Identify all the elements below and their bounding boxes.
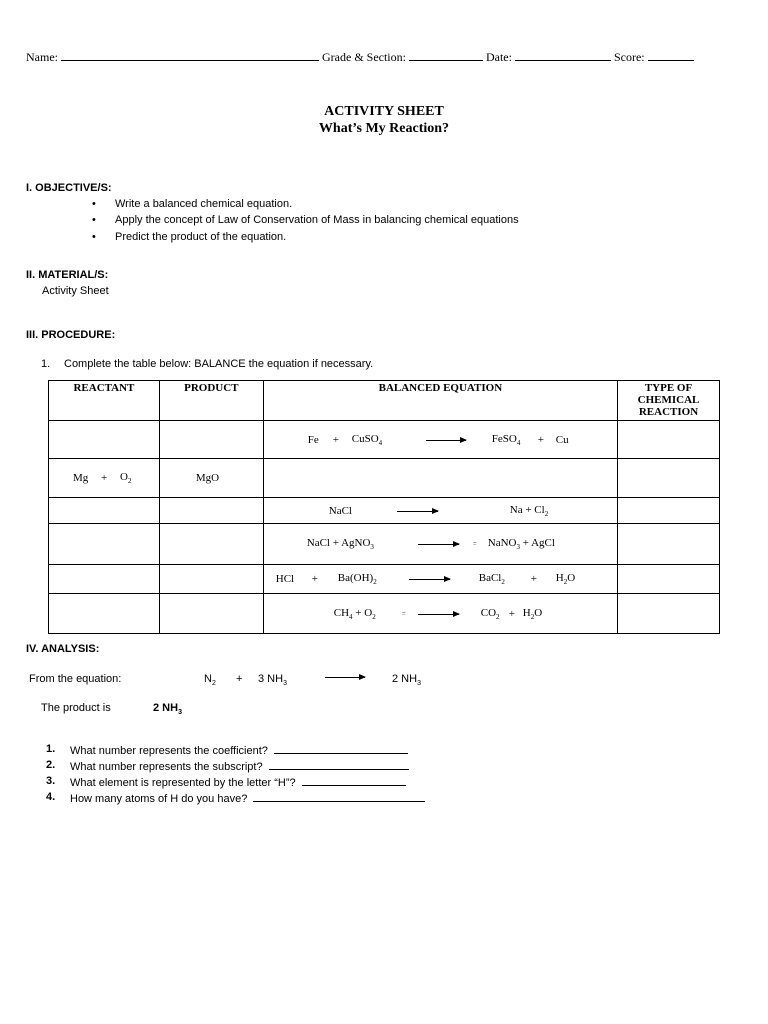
product-cell[interactable]	[159, 524, 263, 565]
equation-term: +	[508, 607, 515, 620]
table-header-row	[49, 381, 720, 421]
reaction-type-cell[interactable]	[618, 421, 720, 459]
arrow-icon	[325, 677, 365, 678]
product-cell[interactable]	[159, 421, 263, 459]
equation-term: +	[101, 472, 108, 484]
equation-term: =	[401, 609, 406, 618]
equation-term: $H_2O$	[555, 571, 576, 587]
materials-item: Activity Sheet	[42, 285, 109, 297]
equation-term: FeSO$_4$	[491, 432, 521, 447]
equation-term: MgO	[195, 472, 220, 484]
analysis-term: 2 $NH_3$	[392, 673, 421, 688]
equation-term: =	[472, 540, 477, 548]
question-text: What number represents the subscript?	[70, 759, 409, 773]
reaction-table	[48, 380, 720, 634]
table-row	[49, 594, 720, 634]
objective-item: • Apply the concept of Law of Conservation of Mass in balancing chemical equations	[115, 214, 519, 226]
score-blank[interactable]	[648, 49, 694, 61]
question-text: What number represents the coefficient?	[70, 743, 408, 757]
arrow-icon	[418, 544, 459, 545]
equation-term: +	[537, 433, 544, 446]
equation-term: BaCl$_2$	[478, 571, 505, 587]
equation-term: +	[530, 573, 537, 585]
answer-blank[interactable]	[302, 775, 406, 786]
objective-item: • Predict the product of the equation.	[115, 231, 286, 243]
answer-blank[interactable]	[253, 791, 425, 802]
reaction-type-cell[interactable]	[618, 459, 720, 498]
reactant-cell[interactable]	[49, 498, 160, 524]
equation-term: +	[332, 433, 339, 446]
reaction-type-cell[interactable]	[618, 594, 720, 634]
grade-label: Grade & Section:	[322, 50, 406, 64]
arrow-icon	[418, 614, 459, 615]
objective-item: • Write a balanced chemical equation.	[115, 198, 292, 210]
product-cell[interactable]	[159, 594, 263, 634]
equation-term: $O_2$	[120, 470, 132, 486]
analysis-term: $N_2$	[204, 673, 216, 688]
page-title: ACTIVITY SHEET	[324, 104, 444, 119]
score-label: Score:	[613, 50, 645, 64]
question-text: What element is represented by the letter “H”?	[70, 775, 406, 789]
grade-blank[interactable]	[409, 49, 483, 61]
product-cell[interactable]	[159, 498, 263, 524]
equation-term: $H_2O$	[522, 606, 543, 621]
analysis-heading: IV. ANALYSIS:	[26, 643, 100, 655]
from-equation-label: From the equation:	[29, 673, 122, 685]
analysis-plus: +	[236, 673, 243, 685]
header-reaction-type: TYPE OF CHEMICAL REACTION	[618, 381, 720, 421]
materials-heading: II. MATERIAL/S:	[26, 269, 109, 281]
date-label: Date:	[485, 50, 512, 64]
reactant-cell	[49, 459, 160, 498]
equation-cell	[263, 524, 617, 565]
equation-term: CuSO$_4$	[351, 432, 383, 447]
arrow-icon	[426, 440, 466, 441]
equation-term: Cu	[555, 433, 569, 446]
reaction-type-cell[interactable]	[618, 498, 720, 524]
table-row	[49, 421, 720, 459]
equation-term: NaCl	[328, 504, 352, 517]
page-subtitle: What’s My Reaction?	[318, 121, 450, 136]
answer-blank[interactable]	[274, 743, 408, 754]
header-product: PRODUCT	[159, 381, 263, 421]
reaction-type-cell[interactable]	[618, 524, 720, 565]
procedure-heading: III. PROCEDURE:	[26, 329, 116, 341]
header-reactant: REACTANT	[49, 381, 160, 421]
header-balanced-equation: BALANCED EQUATION	[263, 381, 617, 421]
table-row	[49, 498, 720, 524]
question-number: 1.	[46, 743, 56, 755]
procedure-step: Complete the table below: BALANCE the equation if necessary.	[64, 358, 374, 370]
equation-cell	[263, 565, 617, 594]
product-label: The product is	[41, 702, 111, 714]
equation-term: NaNO$_3$ + AgCl	[487, 536, 555, 552]
question-number: 4.	[46, 791, 56, 803]
equation-cell[interactable]	[263, 459, 617, 498]
procedure-step-number: 1.	[41, 358, 51, 370]
reactant-cell[interactable]	[49, 594, 160, 634]
reactant-cell[interactable]	[49, 524, 160, 565]
question-text: How many atoms of H do you have?	[70, 791, 425, 805]
product-cell[interactable]	[159, 565, 263, 594]
equation-term: Fe	[307, 433, 319, 446]
equation-cell	[263, 498, 617, 524]
equation-term: $Na + Cl_2$	[509, 503, 549, 518]
equation-term: HCl	[275, 573, 295, 585]
arrow-icon	[409, 579, 450, 580]
header-fields	[26, 49, 694, 65]
equation-term: +	[311, 573, 318, 585]
objectives-heading: I. OBJECTIVE/S:	[26, 182, 112, 194]
equation-cell	[263, 594, 617, 634]
question-number: 3.	[46, 775, 56, 787]
table-row	[49, 565, 720, 594]
table-row	[49, 459, 720, 498]
equation-cell	[263, 421, 617, 459]
date-blank[interactable]	[515, 49, 611, 61]
product-cell	[159, 459, 263, 498]
equation-term: NaCl + AgNO$_3$	[306, 536, 374, 552]
analysis-term: 3 $NH_3$	[258, 673, 287, 688]
table-row	[49, 524, 720, 565]
arrow-icon	[397, 511, 438, 512]
reactant-cell[interactable]	[49, 565, 160, 594]
reactant-cell[interactable]	[49, 421, 160, 459]
equation-term: $CO_2$	[480, 606, 500, 621]
name-label: Name:	[26, 50, 58, 64]
equation-term: $CH_4 + O_2$	[333, 606, 376, 621]
equation-term: Mg	[73, 472, 89, 484]
question-number: 2.	[46, 759, 56, 771]
reaction-type-cell[interactable]	[618, 565, 720, 594]
answer-blank[interactable]	[269, 759, 409, 770]
product-value: 2 $NH_3$	[153, 702, 182, 717]
equation-term: $Ba(OH)_2$	[337, 571, 377, 587]
name-blank[interactable]	[61, 49, 319, 61]
